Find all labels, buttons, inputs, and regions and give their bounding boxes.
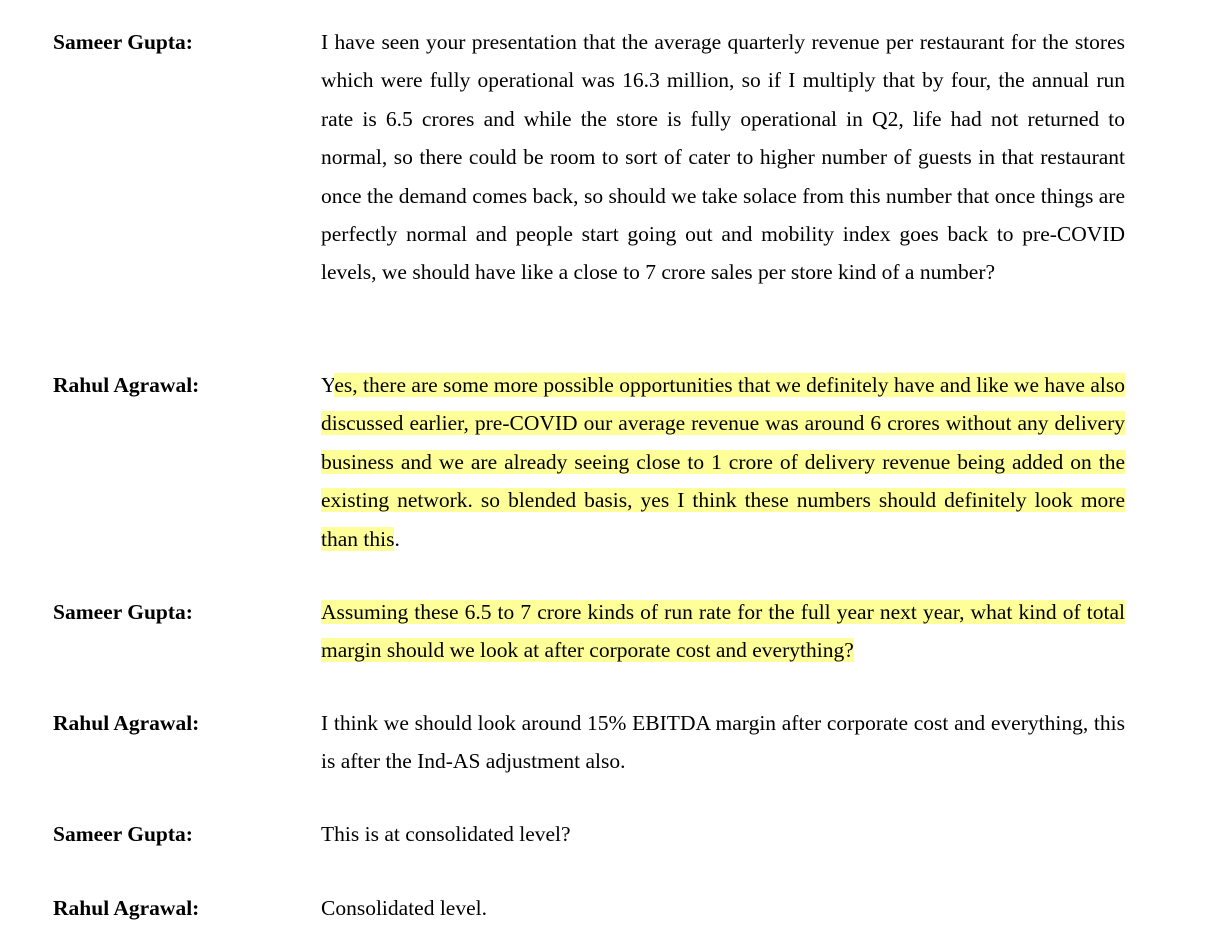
speech-segment: I have seen your presentation that the average quarterly revenue per restaurant for the stores which were fully operational was 16.3 million, so if I multiply that by four, the annual run rate is 6.5 crores and while the store is fully operational in Q2, life had not returned to normal, so there could be room to sort of cater to higher number of guests in that restaurant once the demand comes back, so should we take solace from this number that once things are perfectly normal and people start going out and mobility index goes back to pre-COVID levels, we should have like a close to 7 crore sales per store kind of a number? [321,30,1125,285]
speech-text [321,704,1125,781]
highlighted-segment: es, there are some more possible opportunities that we definitely have and like we have also discussed earlier, pre-COVID our average revenue was around 6 crores without any delivery business and we are already seeing close to 1 crore of delivery revenue being added on the existing network. so blended basis, yes I think these numbers should definitely look more than this [321,373,1125,551]
speaker-name: Rahul Agrawal: [53,373,200,397]
speech-text [321,593,1125,670]
speech-segment: Consolidated level. [321,896,487,920]
speaker-name: Sameer Gupta: [53,600,193,624]
speaker-name: Rahul Agrawal: [53,711,200,735]
speech-segment: . [394,526,400,551]
speech-text [321,815,1125,853]
speech-segment: Y [321,373,335,397]
speaker-name: Sameer Gupta: [53,822,193,846]
speech-segment: This is at consolidated level? [321,822,571,846]
speaker-name: Sameer Gupta: [53,30,193,54]
speaker-name: Rahul Agrawal: [53,896,200,920]
speech-text [321,23,1125,292]
speech-text [321,366,1125,558]
speech-text [321,889,1125,927]
highlighted-segment: Assuming these 6.5 to 7 crore kinds of run rate for the full year next year, what kind of total margin should we look at after corporate cost and everything? [321,600,1125,663]
speech-segment: I think we should look around 15% EBITDA margin after corporate cost and everything, this is after the Ind-AS adjustment also. [321,711,1125,774]
